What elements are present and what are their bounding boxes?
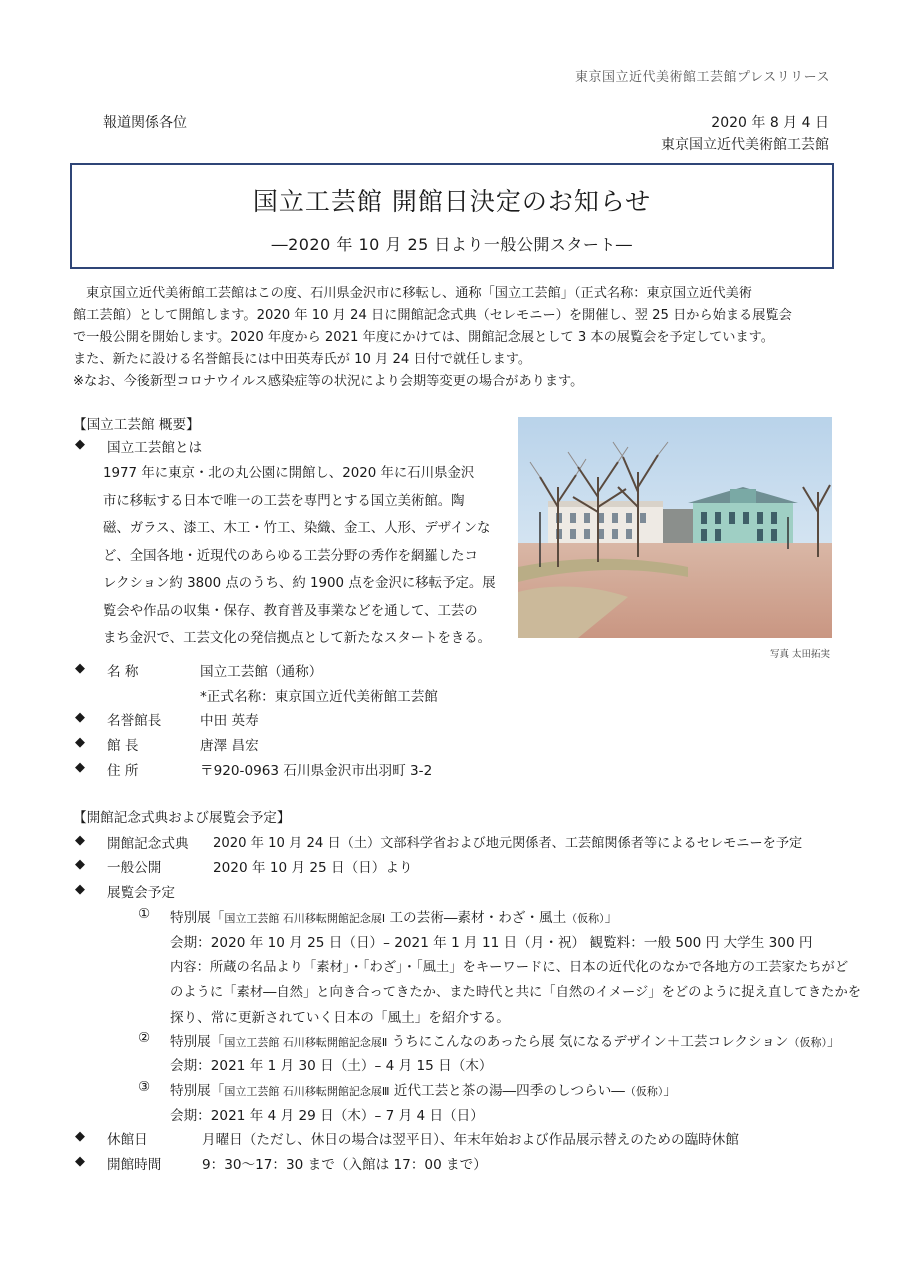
exhibition-prefix: 特別展「 xyxy=(170,910,225,926)
overview-line: レクション約 3800 点のうち、約 1900 点を金沢に移転予定。展 xyxy=(103,576,496,591)
exhibition-suffix: 」 xyxy=(827,1034,841,1050)
hours-value: 9：30〜17：30 まで（入館は 17：00 まで） xyxy=(202,1157,487,1173)
intro-paragraph xyxy=(73,283,833,393)
exhibition-name: 近代工芸と茶の湯―四季のしつらい― xyxy=(389,1083,625,1099)
exhibition-content: 内容：所蔵の名品より「素材」・「わざ」・「風土」をキーワードに、日本の近代化のなかで各地方の工芸家たちがど xyxy=(170,960,849,975)
exhibition-prefix: 特別展「 xyxy=(170,1083,225,1099)
bullet-icon: ◆ xyxy=(75,735,85,750)
exhibition-series: 国立工芸館 石川移転開館記念展Ⅲ xyxy=(224,1085,390,1098)
public-open-label: 一般公開 xyxy=(107,860,162,876)
exhibition-tentative: （仮称） xyxy=(624,1085,664,1098)
exhibition-series: 国立工芸館 石川移転開館記念展Ⅱ xyxy=(224,1036,388,1049)
fact-value-address: 〒920-0963 石川県金沢市出羽町 3-2 xyxy=(200,763,433,779)
page-subtitle: ―2020 年 10 月 25 日より一般公開スタート― xyxy=(271,235,633,254)
exhibition-title xyxy=(170,906,618,926)
photo-credit: 写真 太田拓実 xyxy=(769,649,830,660)
overview-line: 市に移転する日本で唯一の工芸を専門とする国立美術館。陶 xyxy=(103,493,465,509)
exhibitions-label: 展覧会予定 xyxy=(107,885,175,901)
press-release-label: 東京国立近代美術館工芸館プレスリリース xyxy=(575,70,830,85)
bullet-icon: ◆ xyxy=(75,661,85,676)
page-title: 国立工芸館 開館日決定のお知らせ xyxy=(252,187,652,216)
overview-description xyxy=(103,460,509,653)
exhibition-period: 会期：2020 年 10 月 25 日（日）– 2021 年 1 月 11 日（月・祝） 観覧料：一般 500 円 大学生 300 円 xyxy=(170,935,813,951)
bullet-icon: ◆ xyxy=(75,1154,85,1169)
exhibition-suffix: 」 xyxy=(663,1083,677,1099)
intro-line: で一般公開を開始します。2020 年度から 2021 年度にかけては、開館記念展として 3 本の展覧会を予定しています。 xyxy=(73,330,774,345)
fact-value-official-name: *正式名称：東京国立近代美術館工芸館 xyxy=(200,689,438,705)
overview-line: 覧会や作品の収集・保存、教育普及事業などを通して、工芸の xyxy=(103,603,478,619)
fact-label-address: 住 所 xyxy=(107,763,139,779)
overview-line: 磁、ガラス、漆工、木工・竹工、染織、金工、人形、デザインな xyxy=(103,521,491,536)
overview-line: ど、全国各地・近現代のあらゆる工芸分野の秀作を網羅したコ xyxy=(103,548,478,564)
exhibition-content: 探り、常に更新されていく日本の「風土」を紹介する。 xyxy=(170,1010,510,1026)
ceremony-label: 開館記念式典 xyxy=(107,836,189,852)
schedule-heading: 【開館記念式典および展覧会予定】 xyxy=(73,810,291,826)
overview-line: 1977 年に東京・北の丸公園に開館し、2020 年に石川県金沢 xyxy=(103,466,475,481)
exhibition-period: 会期：2021 年 1 月 30 日（土）– 4 月 15 日（木） xyxy=(170,1058,493,1074)
overview-heading: 【国立工芸館 概要】 xyxy=(73,417,200,433)
hours-label: 開館時間 xyxy=(107,1157,162,1173)
bullet-icon: ◆ xyxy=(75,833,85,848)
exhibition-number: ③ xyxy=(138,1079,151,1095)
bullet-icon: ◆ xyxy=(75,882,85,897)
exhibition-prefix: 特別展「 xyxy=(170,1034,225,1050)
intro-line: 館工芸館）として開館します。2020 年 10 月 24 日に開館記念式典（セレモニー）を開催し、翌 25 日から始まる展覧会 xyxy=(73,308,792,323)
exhibition-number: ① xyxy=(138,906,151,922)
exhibition-tentative: （仮称） xyxy=(566,912,605,925)
museum-photo xyxy=(518,417,832,638)
fact-label-name: 名 称 xyxy=(107,664,139,680)
fact-value-name: 国立工芸館（通称） xyxy=(200,664,323,680)
bullet-icon: ◆ xyxy=(75,1129,85,1144)
exhibition-tentative: （仮称） xyxy=(788,1036,828,1049)
title-box xyxy=(70,163,834,269)
public-open-value: 2020 年 10 月 25 日（日）より xyxy=(213,860,413,876)
bullet-icon: ◆ xyxy=(75,760,85,775)
exhibition-title xyxy=(170,1079,677,1099)
fact-label-director: 館 長 xyxy=(107,738,139,754)
closed-label: 休館日 xyxy=(107,1132,148,1148)
intro-line: 東京国立近代美術館工芸館はこの度、石川県金沢市に移転し、通称「国立工芸館」（正式名称：東京国立近代美術 xyxy=(86,286,752,301)
exhibition-title xyxy=(170,1030,841,1050)
museum-photo-image xyxy=(518,417,832,638)
exhibition-name: 工の芸術―素材・わざ・風土 xyxy=(385,910,567,926)
exhibition-series: 国立工芸館 石川移転開館記念展Ⅰ xyxy=(224,912,386,925)
exhibition-suffix: 」 xyxy=(604,910,619,926)
addressee: 報道関係各位 xyxy=(103,115,187,131)
overview-what-label: 国立工芸館とは xyxy=(107,440,203,456)
exhibition-content: のように「素材―自然」と向き合ってきたか、また時代と共に「自然のイメージ」をどのように捉え直してきたかを xyxy=(170,985,862,1000)
fact-value-director: 唐澤 昌宏 xyxy=(200,738,259,754)
intro-line: また、新たに設ける名誉館長には中田英寿氏が 10 月 24 日付で就任します。 xyxy=(73,352,532,367)
exhibition-period: 会期：2021 年 4 月 29 日（木）– 7 月 4 日（日） xyxy=(170,1108,484,1124)
ceremony-value: 2020 年 10 月 24 日（土）文部科学省および地元関係者、工芸館関係者等によるセレモニーを予定 xyxy=(213,836,803,851)
bullet-icon: ◆ xyxy=(75,437,85,452)
issuer: 東京国立近代美術館工芸館 xyxy=(661,137,829,153)
exhibition-name: うちにこんなのあったら展 気になるデザイン＋工芸コレクション xyxy=(387,1034,789,1050)
intro-note: ※なお、今後新型コロナウイルス感染症等の状況により会期等変更の場合があります。 xyxy=(73,374,584,389)
exhibition-number: ② xyxy=(138,1030,151,1046)
release-date: 2020 年 8 月 4 日 xyxy=(711,115,829,131)
date-block xyxy=(661,112,829,156)
fact-value-honorary-director: 中田 英寿 xyxy=(200,713,259,729)
overview-line: まち金沢で、工芸文化の発信拠点として新たなスタートをきる。 xyxy=(103,631,492,646)
bullet-icon: ◆ xyxy=(75,710,85,725)
bullet-icon: ◆ xyxy=(75,857,85,872)
fact-label-honorary-director: 名誉館長 xyxy=(107,713,162,729)
closed-value: 月曜日（ただし、休日の場合は翌平日）、年末年始および作品展示替えのための臨時休館 xyxy=(202,1132,739,1148)
